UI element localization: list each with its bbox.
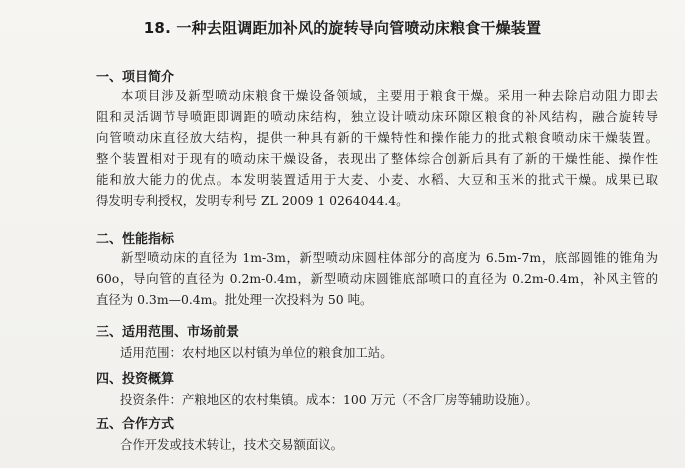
section-body-project-intro — [96, 85, 658, 211]
text-line: 得发明专利授权，发明专利号 ZL 2009 1 0264044.4。 — [96, 193, 409, 208]
section-body-scope-market: 适用范围：农村地区以村镇为单位的粮食加工站。 — [120, 345, 393, 360]
section-heading-project-intro: 一、项目简介 — [96, 70, 175, 85]
text-line: 本项目涉及新型喷动床粮食干燥设备领域，主要用于粮食干燥。采用一种去除启动阻力即去 — [121, 88, 658, 103]
document-title: 18. 一种去阻调距加补风的旋转导向管喷动床粮食干燥装置 — [143, 19, 542, 37]
section-body-performance — [96, 247, 658, 310]
text-line: 能和放大能力的优点。本发明装置适用于大麦、小麦、水稻、大豆和玉米的批式干燥。成果已取 — [96, 172, 658, 187]
section-heading-cooperation: 五、合作方式 — [96, 417, 175, 432]
section-body-cooperation: 合作开发或技术转让，技术交易额面议。 — [120, 437, 344, 452]
text-line: 60o，导向管的直径为 0.2m-0.4m，新型喷动床圆锥底部喷口的直径为 0.2m-0.4m，补风主管的 — [96, 271, 658, 286]
text-line: 新型喷动床的直径为 1m-3m，新型喷动床圆柱体部分的高度为 6.5m-7m，底部圆锥的锥角为 — [121, 250, 658, 265]
section-body-investment: 投资条件：产粮地区的农村集镇。成本：100 万元（不含厂房等辅助设施）。 — [120, 392, 538, 407]
section-heading-scope-market: 三、适用范围、市场前景 — [96, 325, 240, 340]
section-heading-investment: 四、投资概算 — [96, 372, 175, 387]
text-line: 整个装置相对于现有的喷动床干燥设备，表现出了整体综合创新后具有了新的干燥性能、操作性 — [96, 151, 658, 166]
text-line: 向管喷动床直径放大结构，提供一种具有新的干燥特性和操作能力的批式粮食喷动床干燥装置。 — [96, 130, 658, 145]
text-line: 直径为 0.3m—0.4m。批处理一次投料为 50 吨。 — [96, 292, 373, 307]
text-line: 阻和灵活调节导喷距即调距的喷动床结构，独立设计喷动床环隙区粮食的补风结构，融合旋转导 — [96, 109, 658, 124]
section-heading-performance: 二、性能指标 — [96, 232, 175, 247]
